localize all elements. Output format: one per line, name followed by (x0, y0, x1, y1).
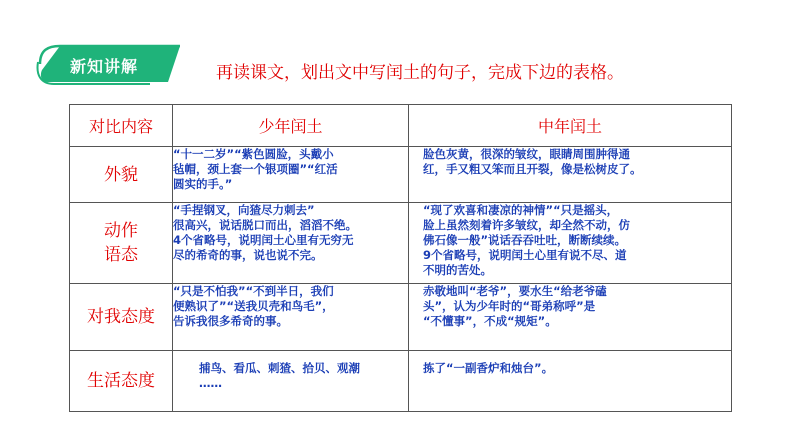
row-label-line: 语态 (104, 245, 138, 265)
table-row (70, 147, 732, 203)
cell-line: 红，手又粗又笨而且开裂，像是松树皮了。 (423, 162, 642, 176)
cell-line: 毡帽，颈上套一个银项圈”“红活 (173, 162, 338, 176)
cell-line: “手捏钢叉，向猹尽力刺去” (173, 203, 315, 217)
row-label (70, 351, 173, 412)
table-row (70, 203, 732, 284)
middle-cell (409, 203, 732, 284)
middle-cell (409, 351, 732, 412)
row-label (70, 147, 173, 203)
cell-line: 佛石像一般”说话吞吞吐吐，断断续续。 (423, 233, 627, 247)
young-cell (173, 147, 409, 203)
header-middle: 中年闰土 (409, 105, 732, 147)
row-label-line: 生活态度 (87, 371, 155, 391)
badge-label: 新知讲解 (70, 57, 139, 76)
table-row (70, 351, 732, 412)
header-compare: 对比内容 (70, 105, 173, 147)
cell-line: 9个省略号，说明闰土心里有说不尽、道 (423, 248, 627, 262)
cell-line: 4个省略号，说明闰土心里有无穷无 (173, 233, 354, 247)
section-badge (30, 44, 180, 86)
cell-line: 捕鸟、看瓜、刺猹、拾贝、观潮 (199, 361, 360, 375)
cell-line: 赤敬地叫“老爷”，要水生“给老爷磕 (423, 284, 607, 298)
cell-line: “不懂事”，不成“规矩”。 (423, 314, 557, 328)
row-label (70, 203, 173, 284)
cell-line: “只是不怕我”“不到半日，我们 (173, 284, 334, 298)
table-row (70, 284, 732, 351)
cell-line: 脸上虽然刻着许多皱纹，却全然不动，仿 (423, 218, 630, 232)
middle-cell (409, 284, 732, 351)
cell-line: 脸色灰黄，很深的皱纹，眼睛周围肿得通 (423, 147, 630, 161)
instruction-text: 再读课文，划出文中写闰土的句子，完成下边的表格。 (216, 63, 624, 83)
row-label-line: 外貌 (104, 164, 138, 185)
cell-line: “十一二岁”“紫色圆脸，头戴小 (173, 147, 334, 161)
middle-cell (409, 147, 732, 203)
cell-line: 便熟识了”“送我贝壳和鸟毛”， (173, 299, 334, 313)
cell-line: 头”，认为少年时的“哥弟称呼”是 (423, 299, 596, 313)
cell-line: 尽的希奇的事，说也说不完。 (173, 248, 323, 262)
cell-line: “现了欢喜和凄凉的神情”“只是摇头， (423, 203, 619, 217)
cell-line: 告诉我很多希奇的事。 (173, 314, 288, 328)
cell-line: 圆实的手。” (173, 177, 233, 191)
row-label-line: 对我态度 (87, 307, 155, 327)
row-label-line: 动作 (104, 221, 138, 241)
cell-line: 很高兴，说话脱口而出，滔滔不绝。 (173, 218, 357, 232)
comparison-table (69, 104, 732, 412)
row-label (70, 284, 173, 351)
young-cell (173, 351, 409, 412)
table-header-row (70, 105, 732, 147)
cell-line: 拣了“一副香炉和烛台”。 (423, 361, 554, 375)
header-young: 少年闰土 (173, 105, 409, 147)
cell-line: …… (199, 376, 222, 390)
young-cell (173, 203, 409, 284)
young-cell (173, 284, 409, 351)
cell-line: 不明的苦处。 (423, 263, 492, 277)
